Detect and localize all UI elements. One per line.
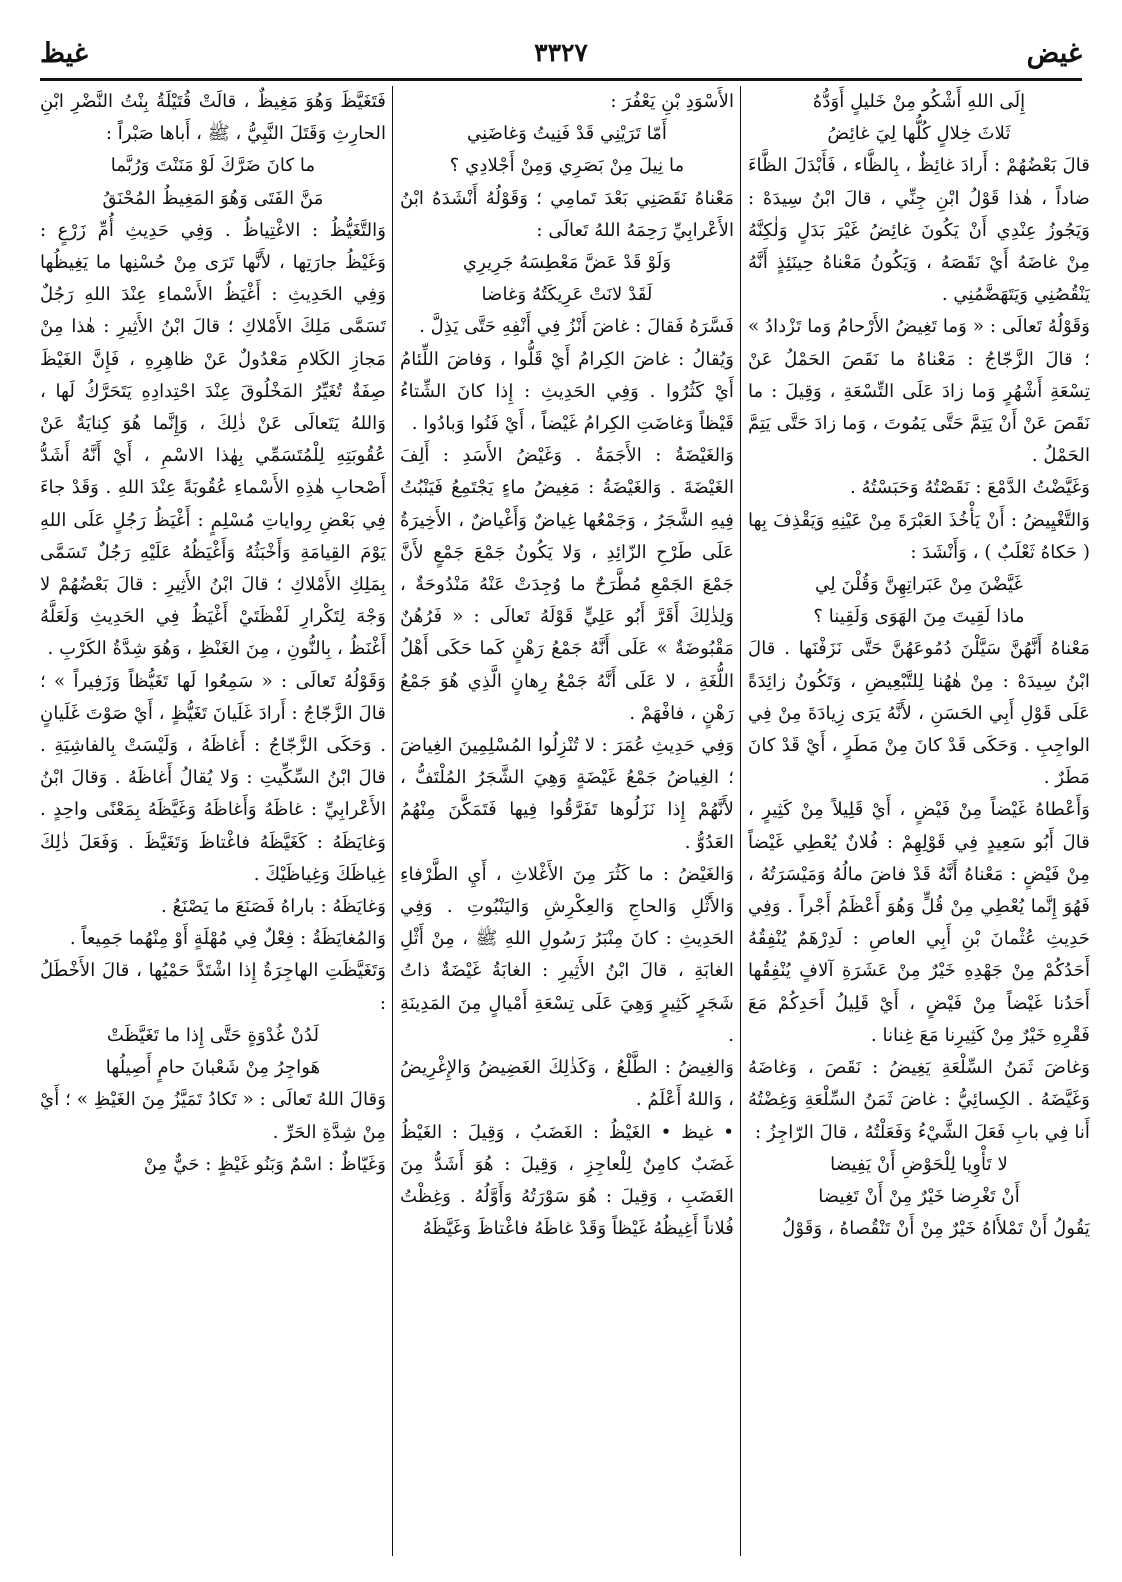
verse-line: أَنْ تَغْرِضا خَيْرٌ مِنْ أَنْ تَغِيضا	[818, 1185, 1020, 1207]
verse-line: ثَلاثَ خِلالٍ كُلُّها لِيَ غائِضُ	[827, 123, 1011, 145]
paragraph: مَعْناهُ أَنَّهُنَّ سَيَّلْنَ دُمُوعَهُنَّ حَتَّى نَزَفْنَها . قالَ ابْنُ سِيدَهْ : مِنْ هٰهُنا لِلتَّبْعِيضِ ، وَتَكُونُ زائِدَةً عَلَى قَوْلِ أَبِي الحَسَنِ ، لأَنَّهُ يَرَى زِيادَةَ مِنْ فِي الواجِبِ . وَحَكَى قَدْ كانَ مِنْ مَطَرٍ ، أَيْ قَدْ كانَ مَطَرٌ .	[748, 638, 1090, 789]
verse-line: لَقَدْ لانَتْ عَرِيكَتُهُ وَغاضا	[481, 284, 653, 306]
paragraph: وَغَيّاظٌ : اسْمٌ وَبَنُو غَيْظٍ : حَيٌّ مِنْ	[143, 1153, 386, 1175]
header-root-word-left: غيظ	[40, 38, 88, 69]
paragraph: وَقَوْلُهُ تَعالَى : « وَما تَغِيضُ الأَرْحامُ وَما تَزْدادُ » ؛ قالَ الزَّجّاجُ : مَعْناهُ ما نَقَصَ الحَمْلُ عَنْ تِسْعَةِ أَشْهُرٍ وَما زادَ عَلَى التِّسْعَةِ ، وَقِيلَ : ما نَقَصَ عَنْ أَنْ يَتِمَّ حَتَّى يَمُوتَ ، وَما زادَ حَتَّى يَتِمَّ الحَمْلُ .	[748, 316, 1090, 467]
paragraph: وَقالَ اللهُ تَعالَى : « تَكادُ تَمَيَّزُ مِنَ الغَيْظِ » ؛ أَيْ مِنْ شِدَّةِ الحَرِّ .	[40, 1089, 386, 1143]
paragraph: وَغاضَ ثَمَنُ السِّلْعَةِ يَغِيضُ : نَقَصَ ، وَغاضَهُ وَغَيَّضَهُ . الكِسائِيُّ : غاضَ ثَمَنُ السِّلْعَةِ وَغِضْتُهُ أَنا فِي بابِ فَعَلَ الشَّيْءُ وَفَعَلْتُهُ ، قالَ الرّاجِزُ :	[748, 1057, 1090, 1143]
paragraph: وَغايَظَهُ : باراهُ فَصَنَعَ ما يَصْنَعُ .	[160, 896, 386, 918]
entry-heading-paragraph: • غيظ • الغَيْظُ : الغَضَبُ ، وَقِيلَ : الغَيْظُ غَضَبٌ كامِنٌ لِلْعاجِزِ ، وَقِيلَ : هُوَ أَشَدُّ مِنَ الغَضَبِ ، وَقِيلَ : هُوَ سَوْرَتُهُ وَأَوَّلُهُ . وَغِظْتُ فُلاناً أَغِيظُهُ غَيْظاً وَقَدْ غاظَهُ فاغْتاظَ وَغَيَّظَهُ	[400, 1121, 734, 1240]
paragraph: وَالغَيْضُ : ما كَثُرَ مِنَ الأَغْلاثِ ، أَيِ الطَّرْفاءِ وَالأَثْلِ وَالحاجِ وَالعِكْرِشِ وَاليَنْبُوتِ . وَفِي الحَدِيثِ : كانَ مِنْبَرُ رَسُولِ اللهِ ﷺ ، مِنْ أَثْلِ الغابَةِ ، قالَ ابْنُ الأَثِيرِ : الغابَةُ غَيْضَةٌ ذاتُ شَجَرٍ كَثِيرٍ وَهِيَ عَلَى تِسْعَةِ أَمْيالٍ مِنَ المَدِينَةِ .	[400, 863, 734, 1046]
paragraph: يَقُولُ أَنْ تَمْلأَاهُ خَيْرٌ مِنْ أَنْ تَنْقُصاهُ ، وَقَوْلُ	[782, 1218, 1090, 1240]
page-header	[40, 38, 1082, 78]
column-divider	[740, 86, 741, 1556]
paragraph: وَالتَّغْيِيضُ : أَنْ يَأْخُذَ العَبْرَةَ مِنْ عَيْنِهِ وَيَقْذِفَ بِها ( حَكاهُ ثَعْلَبٌ ) ، وَأَنْشَدَ :	[748, 509, 1090, 563]
paragraph: وَالتَّغَيُّظُ : الاغْتِياظُ . وَفِي حَدِيثِ أُمِّ زَرْعٍ : وَغَيْظُ جارَتِها ، لأَنَّها تَرَى مِنْ حُسْنِها ما يَغِيظُها وَفِي الحَدِيثِ : أَغْيَظُ الأَسْماءِ عِنْدَ اللهِ رَجُلٌ تَسَمَّى مَلِكَ الأَمْلاكِ ؛ قالَ ابْنُ الأَثِيرِ : هٰذا مِنْ مَجازِ الكَلامِ مَعْدُولٌ عَنْ ظاهِرِهِ ، فَإِنَّ الغَيْظَ صِفَةٌ تُغَيِّرُ المَخْلُوقَ عِنْدَ احْتِدادِهِ يَتَحَرَّكُ لَها ، وَاللهُ يَتَعالَى عَنْ ذٰلِكَ ، وَإِنَّما هُوَ كِنايَةٌ عَنْ عُقُوبَتِهِ لِلْمُتَسَمِّي بِهٰذا الاسْمِ ، أَيْ أَنَّهُ أَشَدُّ أَصْحابِ هٰذِهِ الأَسْماءِ عُقُوبَةً عِنْدَ اللهِ . وَقَدْ جاءَ فِي بَعْضِ رِواياتِ مُسْلِمٍ : أَغْيَظُ رَجُلٍ عَلَى اللهِ يَوْمَ القِيامَةِ وَأَخْبَثُهُ وَأَغْيَظُهُ عَلَيْهِ رَجُلٌ تَسَمَّى بِمَلِكِ الأَمْلاكِ ؛ قالَ ابْنُ الأَثِيرِ : قالَ بَعْضُهُمْ لا وَجْهَ لِتَكْرارِ لَفْظَتَيْ أَغْيَظُ فِي الحَدِيثِ وَلَعَلَّهُ أَغْنَظُ ، بِالنُّونِ ، مِنَ الغَنْظِ ، وَهُوَ شِدَّةُ الكَرْبِ .	[40, 219, 386, 660]
verse-line: إِلَى اللهِ أَشْكُو مِنْ خَليلٍ أَوَدُّهُ	[812, 91, 1026, 112]
paragraph: وَتَغَيَّظَتِ الهاجِرَةُ إِذا اشْتَدَّ حَمْيُها ، قالَ الأَخْطَلُ :	[40, 960, 386, 1014]
paragraph: فَسَّرَهُ فَقالَ : غاضَ أَنْزُ فِي أَنْفِهِ حَتَّى يَذِلَّ .	[419, 316, 734, 338]
paragraph: وَفِي حَدِيثِ عُمَرَ : لا تُنْزِلُوا المُسْلِمِينَ الغِياضَ ؛ الغِياضُ جَمْعُ غَيْضَةٍ وَهِيَ الشَّجَرُ المُلْتَفُّ ، لأَنَّهُمْ إِذا نَزَلُوها تَفَرَّقُوا فِيها فَتَمَكَّنَ مِنْهُمُ العَدُوُّ .	[400, 735, 734, 853]
paragraph: وَالغِيضُ : الطَّلْعُ ، وَكَذٰلِكَ الغَضِيضُ وَالإِغْرِيضُ ، وَاللهُ أَعْلَمُ .	[400, 1057, 734, 1111]
text-column-middle	[400, 86, 734, 1556]
paragraph: وَغَيَّضْتُ الدَّمْعَ : نَقَصْتُهُ وَحَبَسْتُهُ .	[849, 477, 1090, 499]
paragraph: مَعْناهُ نَقَصَنِي بَعْدَ تَمامِي ؛ وَقَوْلُهُ أَنْشَدَهُ ابْنُ الأَعْرابِيِّ رَحِمَهُ اللهُ تَعالَى :	[400, 187, 734, 241]
verse-line: ماذا لَقِيتَ مِنَ الهَوَى وَلَقِينا ؟	[813, 606, 1025, 628]
paragraph: وَالمُغايَظَةُ : فِعْلٌ فِي مُهْلَةٍ أَوْ مِنْهُما جَمِيعاً .	[69, 928, 386, 950]
paragraph: وَقَوْلُهُ تَعالَى : « سَمِعُوا لَها تَغَيُّظاً وَزَفِيراً » ؛ قالَ الزَّجّاجُ : أَرادَ غَلَيانَ تَغَيُّظٍ ، أَيْ صَوْتَ غَلَيانٍ . وَحَكَى الزَّجّاجُ : أَغاظَهُ ، وَلَيْسَتْ بِالفاشِيَةِ . قالَ ابْنُ السِّكِّيتِ : وَلا يُقالُ أَغاظَهُ . وَقالَ ابْنُ الأَعْرابِيِّ : غاظَهُ وَأَغاظَهُ وَغَيَّظَهُ بِمَعْنًى واحِدٍ . وَغايَظَهُ : كَغَيَّظَهُ فاغْتاظَ وَتَغَيَّظَ . وَفَعَلَ ذٰلِكَ غِياظَكَ وَغِياظَيْكَ .	[40, 670, 386, 885]
text-column-right	[748, 86, 1090, 1556]
page-number: ٣٣٢٧	[534, 38, 588, 67]
verse-line: ما كانَ ضَرَّكَ لَوْ مَنَنْتَ وَرُبَّما	[110, 155, 316, 177]
paragraph: قالَ بَعْضُهُمْ : أَرادَ غائِظٌ ، بِالظَّاء ، فَأَبْدَلَ الظَّاءَ ضاداً ، هٰذا قَوْلُ ابْنِ جِنِّي ، قالَ ابْنُ سِيدَهْ : وَيَجُوزُ عِنْدِي أَنْ يَكُونَ غائِضُ غَيْرَ بَدَلٍ وَلٰكِنَّهُ مِنْ غاضَهُ أَيْ نَقَصَهُ ، وَيَكُونُ مَعْناهُ حِينَئِذٍ أَنَّهُ يَنْقُصُنِي وَيَتَهَضَّمُنِي .	[748, 155, 1090, 306]
paragraph: وَأَعْطاهُ غَيْضاً مِنْ فَيْضٍ ، أَيْ قَلِيلاً مِنْ كَثِيرٍ ، قالَ أَبُو سَعِيدٍ فِي قَوْلِهِمْ : فُلانٌ يُعْطِي غَيْضاً مِنْ فَيْضٍ : مَعْناهُ أَنَّهُ قَدْ فاضَ مالُهُ وَمَيْسَرَتُهُ ، فَهُوَ إِنَّما يُعْطِي مِنْ قُلٍّ وَهُوَ أَعْظَمُ أَجْراً . وَفِي حَدِيثِ عُثْمانَ بْنِ أَبِي العاصِ : لَدِرْهَمٌ يُنْفِقُهُ أَحَدُكُمْ مِنْ جَهْدِهِ خَيْرٌ مِنْ عَشَرَةِ آلافٍ يُنْفِقُها أَحَدُنا غَيْضاً مِنْ فَيْضٍ ، أَيْ قَلِيلُ أَحَدِكُمْ مَعَ فَقْرِهِ خَيْرٌ مِنْ كَثِيرِنا مَعَ غِنانا .	[748, 799, 1090, 1046]
verse-line: ما نِيلَ مِنْ بَصَرِي وَمِنْ أَجْلادِي ؟	[449, 155, 685, 177]
paragraph: وَيُقالُ : غاضَ الكِرامُ أَيْ قَلُّوا ، وَفاضَ اللِّئامُ أَيْ كَثُرُوا . وَفِي الحَدِيثِ : إِذا كانَ الشِّتاءُ قَيْظاً وَغاضَتِ الكِرامُ غَيْضاً ، أَيْ فَنُوا وَبادُوا .	[400, 348, 734, 435]
paragraph: فَتَغَيَّظَ وَهُوَ مَغِيظٌ ، قالَتْ قُتَيْلَةُ بِنْتُ النَّضْرِ ابْنِ الحارِثِ وَقَتَلَ النَّبِيُّ ، ﷺ ، أَباها صَبْراً :	[40, 91, 386, 145]
header-rule	[40, 78, 1082, 81]
header-root-word-right: غيض	[1026, 38, 1082, 69]
verse-line: مَنَّ الفَتَى وَهُوَ المَغِيظُ المُحْنَقُ	[102, 187, 324, 209]
paragraph: وَالغَيْضَةُ : الأَجَمَةُ . وَغَيْضُ الأَسَدِ : أَلِفَ الغَيْضَةَ . وَالغَيْضَةُ : مَغِيضُ ماءٍ يَجْتَمِعُ فَيَنْبُتُ فِيهِ الشَّجَرُ ، وَجَمْعُها غِياضٌ وَأَغْياضٌ ، الأَخِيرَةُ عَلَى طَرْحِ الزّائِدِ ، وَلا يَكُونُ جَمْعَ جَمْعٍ لأَنَّ جَمْعَ الجَمْعِ مُطَّرَحٌ ما وُجِدَتْ عَنْهُ مَنْدُوحَةٌ ، وَلِذٰلِكَ أَقَرَّ أَبُو عَلِيٍّ قَوْلَهُ تَعالَى : « فَرُهُنٌ مَقْبُوضَةٌ » عَلَى أَنَّهُ جَمْعُ رَهْنٍ كَما حَكَى أَهْلُ اللُّغَةِ ، لا عَلَى أَنَّهُ جَمْعُ رِهانٍ الَّذِي هُوَ جَمْعُ رَهْنٍ ، فافْهَمْ .	[400, 445, 734, 724]
verse-line: وَلَوْ قَدْ عَضَّ مَعْطِسَهُ جَرِيرِي	[462, 252, 672, 274]
verse-line: لَدُنْ غُدْوَةٍ حَتَّى إِذا ما تَغَيَّظَتْ	[106, 1024, 320, 1046]
column-divider	[392, 86, 393, 1556]
text-column-left	[40, 86, 386, 1556]
verse-line: أَمّا تَرَيْنِي قَدْ فَنِيتُ وَغاضَنِي	[467, 123, 667, 145]
verse-line: غَيَّضْنَ مِنْ عَبَراتِهِنَّ وَقُلْنَ لِي	[814, 574, 1024, 596]
verse-line: هَواجِرُ مِنْ شَعْبانَ حامٍ أَصِيلُها	[105, 1057, 321, 1079]
paragraph: الأَسْوَدِ بْنِ يَعْفُرَ :	[610, 91, 734, 112]
verse-line: لا تَأْوِيا لِلْحَوْضِ أَنْ يَفِيضا	[830, 1153, 1008, 1175]
